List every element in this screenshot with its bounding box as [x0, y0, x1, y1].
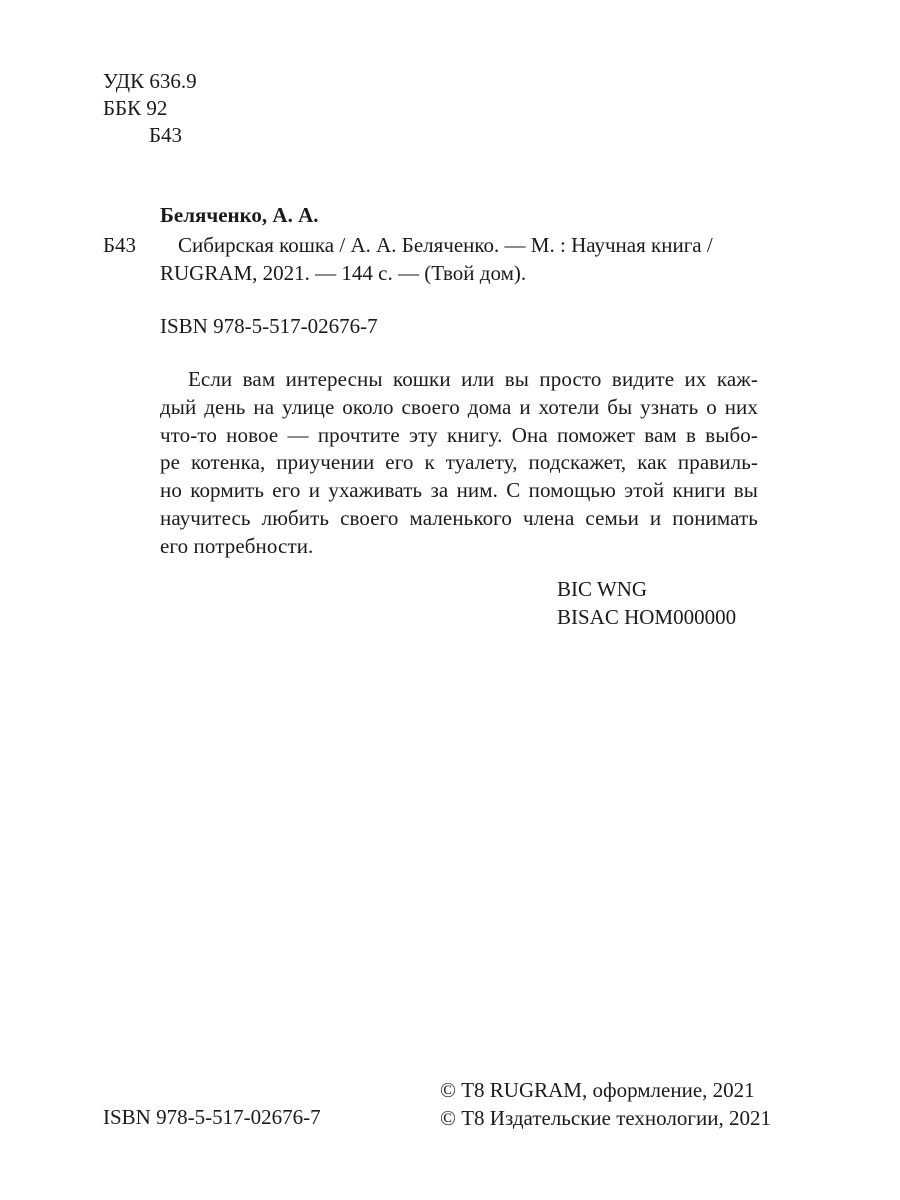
annotation-line: дый день на улице около своего дома и хотели бы узнать о них	[160, 394, 758, 419]
record-isbn: ISBN 978-5-517-02676-7	[160, 314, 378, 338]
copyright-block	[440, 1077, 771, 1133]
annotation-line: его потребности.	[160, 533, 314, 558]
bisac-code: BISAC HOM000000	[557, 605, 737, 629]
classification-codes	[103, 68, 197, 149]
annotation-line: но кормить его и ухаживать за ним. С помощью этой книги вы	[160, 478, 758, 503]
footer-isbn: ISBN 978-5-517-02676-7	[103, 1105, 321, 1129]
annotation-paragraph	[160, 366, 758, 561]
udk-code: УДК 636.9	[103, 69, 197, 93]
annotation-line: ре котенка, приучении его к туалету, подскажет, как правиль-	[160, 450, 758, 475]
copyright-publisher: © Т8 Издательские технологии, 2021	[440, 1106, 771, 1130]
bibliographic-description-line-2: RUGRAM, 2021. — 144 с. — (Твой дом).	[160, 261, 527, 285]
annotation-line: Если вам интересны кошки или вы просто видите их каж-	[188, 367, 758, 391]
author-heading: Беляченко, А. А.	[160, 203, 319, 227]
bic-code: BIC WNG	[557, 577, 648, 601]
subject-codes	[557, 576, 736, 632]
record-author-mark: Б43	[103, 233, 137, 257]
copyright-design: © Т8 RUGRAM, оформление, 2021	[440, 1078, 755, 1102]
bibliographic-description-line-1: Сибирская кошка / А. А. Беляченко. — М. : Научная книга /	[178, 233, 713, 257]
annotation-line: научитесь любить своего маленького члена семьи и понимать	[160, 505, 758, 530]
author-mark-code: Б43	[149, 123, 183, 147]
bbk-code: ББК 92	[103, 96, 168, 120]
annotation-line: что-то новое — прочтите эту книгу. Она поможет вам в выбо-	[160, 422, 758, 447]
